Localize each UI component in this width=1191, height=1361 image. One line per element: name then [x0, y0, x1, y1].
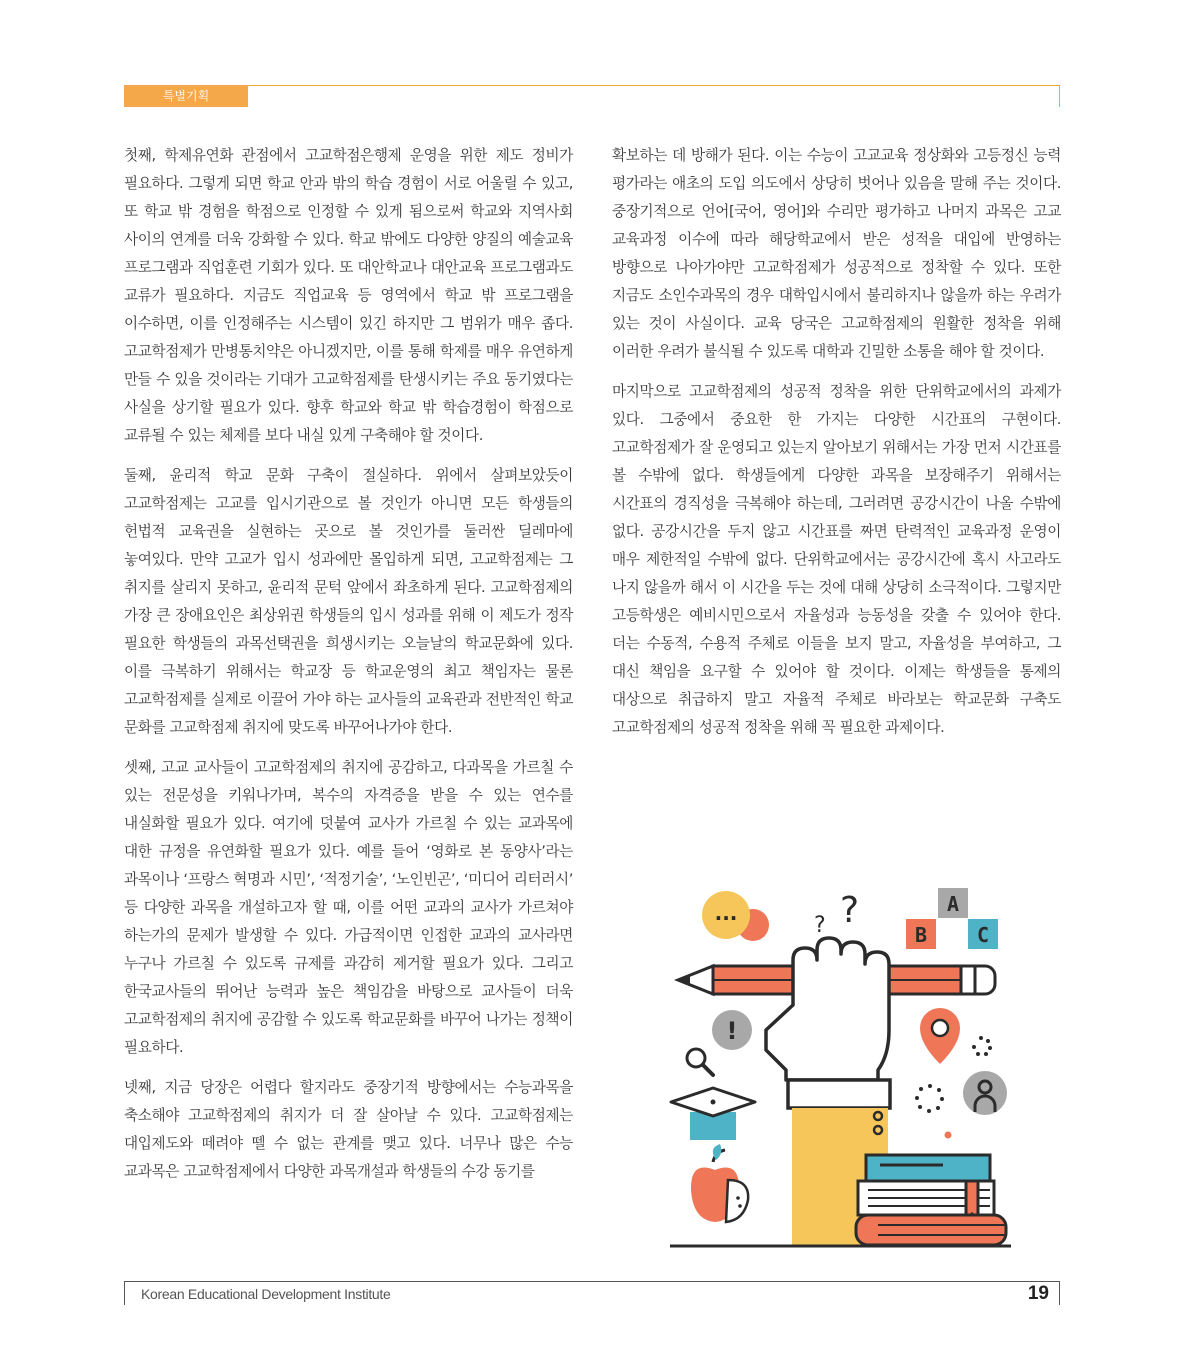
- question-mark-small: ?: [814, 913, 826, 938]
- question-mark-large: ?: [840, 890, 860, 931]
- loading-spinner-large-icon: [915, 1084, 944, 1113]
- book-stack-icon: [856, 1155, 1006, 1245]
- paragraph-first: 첫째, 학제유연화 관점에서 고교학점은행제 운영을 위한 제도 정비가 필요하다. 그렇게 되면 학교 안과 밖의 학습 경험이 서로 어울릴 수 있고, 또 학교 밖 경험을 학점으로 인정할 수 있게 됨으로써 학교와 지역사회 사이의 연계를 더욱 강화할 수 있다. 학교 밖에도 다양한 양질의 예술교육 프로그램과 직업훈련 기회가 있다. 또 대안학교나 대안교육 프로그램과도 교류가 필요하다. 지금도 직업교육 등 영역에서 학교 밖 프로그램을 이수하면, 이를 인정해주는 시스템이 있긴 하지만 그 범위가 매우 좁다. 고교학점제가 만병통치약은 아니겠지만, 이를 통해 학제를 매우 유연하게 만들 수 있을 것이라는 기대가 고교학점제를 탄생시키는 주요 동기였다는 사실을 상기할 필요가 있다. 향후 학교와 학교 밖 학습경험이 학점으로 교류될 수 있는 체제를 보다 내실 있게 구축해야 할 것이다.: [124, 147, 573, 444]
- page-number: 19: [1027, 1283, 1049, 1304]
- ellipsis-text: ...: [714, 901, 738, 925]
- block-c-label: C: [976, 923, 990, 947]
- raised-hand-icon: [766, 938, 889, 1080]
- graduation-cap-icon: [671, 1088, 755, 1140]
- loading-spinner-small-icon: [972, 1036, 992, 1056]
- right-column: [612, 142, 1061, 754]
- footer-institute: Korean Educational Development Institute: [141, 1286, 391, 1302]
- block-b-label: B: [914, 923, 928, 947]
- paragraph-fourth: 넷째, 지금 당장은 어렵다 할지라도 중장기적 방향에서는 수능과목을 축소해야 고교학점제의 취지가 더 잘 살아날 수 있다. 고교학점제는 대입제도와 떼려야 뗄 수 없는 관계를 맺고 있다. 너무나 많은 수능 교과목은 고교학점제에서 다양한 과목개설과 학생들의 수강 동기를: [124, 1079, 573, 1180]
- paragraph-last: 마지막으로 고교학점제의 성공적 정착을 위한 단위학교에서의 과제가 있다. 그중에서 중요한 한 가지는 다양한 시간표의 구현이다. 고교학점제가 잘 운영되고 있는지 알아보기 위해서는 가장 먼저 시간표를 볼 수밖에 없다. 학생들에게 다양한 과목을 보장해주기 위해서는 시간표의 경직성을 극복해야 하는데, 그러려면 공강시간이 나올 수밖에 없다. 공강시간을 두지 않고 시간표를 짜면 탄력적인 교육과정 운영이 매우 제한적일 수밖에 없다. 단위학교에서는 공강시간에 혹시 사고라도 나지 않을까 해서 이 시간을 두는 것에 대해 상당히 소극적이다. 그렇지만 고등학생은 예비시민으로서 자율성과 능동성을 갖출 수 있어야 한다. 더는 수동적, 수용적 주체로 이들을 보지 말고, 자율성을 부여하고, 그 대신 책임을 요구할 수 있어야 할 것이다. 이제는 학생들을 통제의 대상으로 취급하지 말고 자율적 주체로 바라보는 학교문화 구축도 고교학점제의 성공적 정착을 위해 꼭 필요한 과제이다.: [612, 383, 1061, 736]
- paragraph-continued: 확보하는 데 방해가 된다. 이는 수능이 고교교육 정상화와 고등정신 능력 평가라는 애초의 도입 의도에서 상당히 벗어나 있음을 말해 주는 것이다. 중장기적으로 언어[국어, 영어]와 수리만 평가하고 나머지 과목은 고교 교육과정 이수에 따라 해당학교에서 받은 성적을 대입에 반영하는 방향으로 나아가야만 고교학점제가 성공적으로 정착할 수 있다. 또한 지금도 소인수과목의 경우 대학입시에서 불리하지나 않을까 하는 우려가 있는 것이 사실이다. 교육 당국은 고교학점제의 원활한 정착을 위해 이러한 우려가 불식될 수 있도록 대학과 긴밀한 소통을 해야 할 것이다.: [612, 147, 1061, 360]
- accent-dot: [945, 1132, 952, 1139]
- paragraph-second: 둘째, 윤리적 학교 문화 구축이 절실하다. 위에서 살펴보았듯이 고교학점제는 고교를 입시기관으로 볼 것인가 아니면 모든 학생들의 헌법적 교육권을 실현하는 곳으로 볼 것인가를 둘러싼 딜레마에 놓여있다. 만약 고교가 입시 성과에만 몰입하게 되면, 고교학점제는 그 취지를 살리지 못하고, 윤리적 문턱 앞에서 좌초하게 된다. 고교학점제의 가장 큰 장애요인은 최상위권 학생들의 입시 성과를 위해 이 제도가 정작 필요한 학생들의 과목선택권을 희생시키는 오늘날의 학교문화에 있다. 이를 극복하기 위해서는 학교장 등 학교운영의 최고 책임자는 물론 고교학점제를 실제로 이끌어 가야 하는 교사들의 교육관과 전반적인 학교 문화를 고교학점제 취지에 맞도록 바꾸어나가야 한다.: [124, 467, 573, 736]
- paragraph-third: 셋째, 고교 교사들이 고교학점제의 취지에 공감하고, 다과목을 가르칠 수 있는 전문성을 키워나가며, 복수의 자격증을 받을 수 있는 연수를 내실화할 필요가 있다. 여기에 덧붙여 교사가 가르칠 수 있는 교과목에 대한 규정을 유연화할 필요가 있다. 예를 들어 ‘영화로 본 동양사’라는 과목이나 ‘프랑스 혁명과 시민’, ‘적정기술’, ‘노인빈곤’, ‘미디어 리터러시’ 등 다양한 과목을 개설하고자 할 때, 이를 어떤 교과의 교사가 가르쳐야 하는가의 문제가 발생할 수 있다. 가급적이면 인접한 교과의 교사라면 누구나 가르칠 수 있도록 규제를 과감히 제거할 필요가 있다. 그리고 한국교사들의 뛰어난 능력과 높은 책임감을 바탕으로 교사들이 더욱 고교학점제의 취지에 공감할 수 있도록 학교문화를 바꾸어 나가는 정책이 필요하다.: [124, 759, 573, 1056]
- apple-icon: [691, 1144, 748, 1222]
- speech-bubble-icon: [702, 891, 769, 941]
- block-a-label: A: [946, 892, 960, 916]
- education-illustration: [668, 880, 1013, 1252]
- section-tag: 특별기획: [124, 85, 248, 107]
- abc-blocks-icon: [906, 888, 998, 949]
- exclamation-icon: [712, 1010, 752, 1050]
- left-column: [124, 142, 573, 1198]
- header-rule: [124, 85, 1060, 107]
- magnifier-icon: [687, 1049, 713, 1075]
- map-pin-icon: [920, 1008, 960, 1064]
- user-avatar-icon: [963, 1071, 1007, 1115]
- cuff-shape: [788, 1080, 890, 1108]
- exclamation-text: !: [726, 1017, 738, 1045]
